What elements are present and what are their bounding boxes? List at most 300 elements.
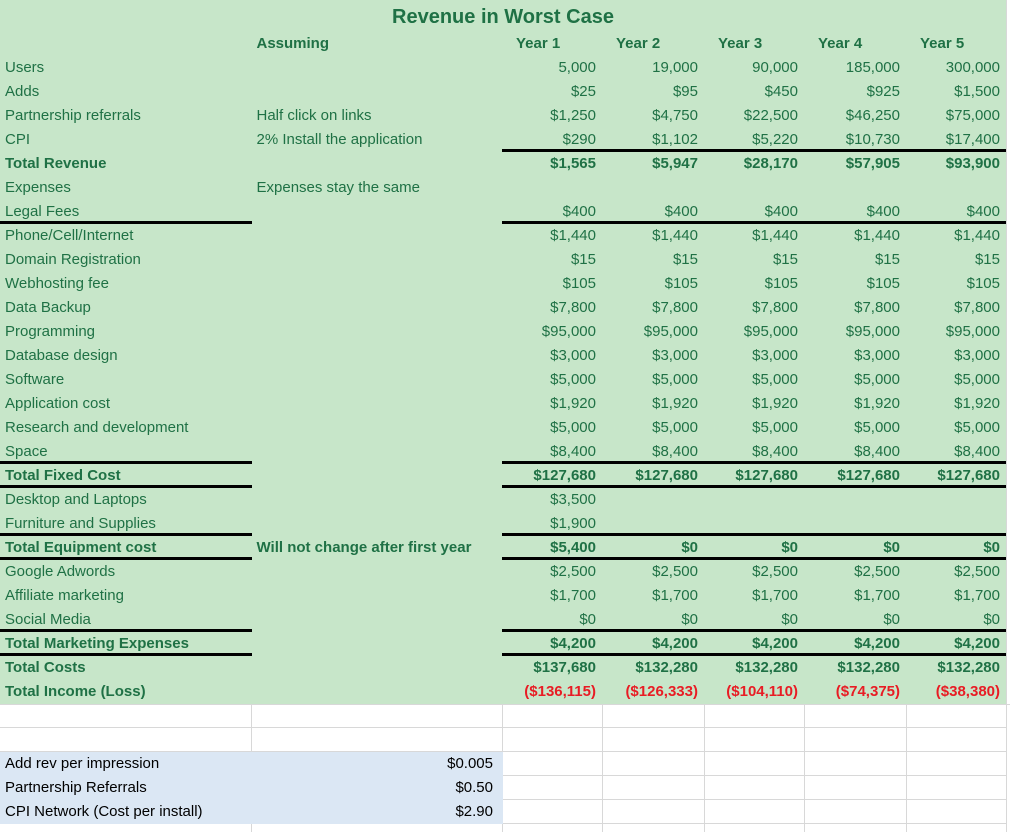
sheet-row xyxy=(0,632,1006,656)
value-cell[interactable]: $75,000 xyxy=(945,107,1000,124)
empty-cell[interactable] xyxy=(805,705,907,728)
value-cell[interactable]: $400 xyxy=(664,203,698,220)
empty-cell[interactable] xyxy=(603,705,705,728)
empty-cell[interactable] xyxy=(907,776,1007,800)
value-cell[interactable]: $4,200 xyxy=(854,635,900,652)
assuming-note-cell[interactable] xyxy=(252,608,503,632)
value-cell[interactable]: $7,800 xyxy=(752,299,798,316)
value-cell[interactable]: $925 xyxy=(866,83,900,100)
value-cell[interactable] xyxy=(906,176,1006,200)
assumption-constants xyxy=(0,752,1010,824)
empty-cell[interactable] xyxy=(252,728,503,752)
empty-cell[interactable] xyxy=(705,752,805,776)
value-cell[interactable]: $132,280 xyxy=(635,659,698,676)
value-cell[interactable]: $1,500 xyxy=(954,83,1000,100)
empty-cell[interactable] xyxy=(907,824,1007,832)
assuming-note-cell[interactable] xyxy=(252,248,503,272)
value-cell[interactable]: $15 xyxy=(772,251,798,268)
assuming-note-cell[interactable] xyxy=(252,296,503,320)
row-label-cell[interactable]: Total Revenue xyxy=(5,155,107,172)
assuming-note-cell[interactable] xyxy=(252,656,503,680)
empty-cell[interactable] xyxy=(907,752,1007,776)
assuming-note-cell[interactable] xyxy=(252,560,503,584)
assuming-note-cell[interactable] xyxy=(252,392,503,416)
assuming-note-cell[interactable] xyxy=(252,272,503,296)
value-cell[interactable]: $93,900 xyxy=(945,155,1000,172)
value-cell[interactable] xyxy=(602,512,704,536)
row-label-cell[interactable]: Phone/Cell/Internet xyxy=(5,227,134,244)
sheet-row xyxy=(0,224,1006,248)
empty-cell[interactable] xyxy=(603,752,705,776)
assuming-note-cell[interactable] xyxy=(252,320,503,344)
value-cell[interactable]: $1,700 xyxy=(752,587,798,604)
row-label-cell[interactable]: Domain Registration xyxy=(5,251,141,268)
assuming-note-cell[interactable]: 2% Install the application xyxy=(256,131,423,148)
row-values xyxy=(502,248,1006,272)
value-cell[interactable] xyxy=(906,488,1006,512)
empty-cell[interactable] xyxy=(252,705,503,728)
sheet-row xyxy=(0,152,1006,176)
year-headers xyxy=(502,32,1006,56)
sheet-row xyxy=(0,440,1006,464)
value-cell[interactable]: $95 xyxy=(672,83,698,100)
value-cell[interactable]: $5,000 xyxy=(954,371,1000,388)
value-cell[interactable] xyxy=(804,488,906,512)
value-cell[interactable]: $0 xyxy=(781,539,798,556)
assuming-note-cell[interactable] xyxy=(252,464,503,488)
value-cell[interactable]: $1,565 xyxy=(550,155,596,172)
col-header-assuming[interactable]: Assuming xyxy=(256,35,330,52)
value-cell[interactable]: $0 xyxy=(681,539,698,556)
value-cell[interactable]: $5,000 xyxy=(752,419,798,436)
row-values xyxy=(502,104,1006,128)
value-cell[interactable]: $0 xyxy=(883,539,900,556)
value-cell[interactable]: $290 xyxy=(562,131,596,148)
row-label-cell[interactable]: Users xyxy=(5,59,45,76)
value-cell[interactable]: $4,750 xyxy=(652,107,698,124)
empty-row xyxy=(0,704,1010,728)
value-cell[interactable] xyxy=(602,176,704,200)
value-cell[interactable]: $3,000 xyxy=(954,347,1000,364)
value-cell[interactable]: $7,800 xyxy=(854,299,900,316)
assumption-label-cell[interactable]: CPI Network (Cost per install) xyxy=(5,803,203,820)
value-cell[interactable]: $22,500 xyxy=(743,107,798,124)
row-values xyxy=(502,176,1006,200)
row-values xyxy=(502,680,1006,704)
value-cell[interactable]: $3,000 xyxy=(752,347,798,364)
row-label-cell[interactable]: Legal Fees xyxy=(0,200,252,224)
empty-cell[interactable] xyxy=(252,824,503,832)
value-cell[interactable]: $1,440 xyxy=(652,227,698,244)
value-cell[interactable]: $1,700 xyxy=(550,587,596,604)
value-cell[interactable] xyxy=(906,512,1006,536)
row-values xyxy=(502,608,1006,632)
empty-cell[interactable] xyxy=(705,705,805,728)
value-cell[interactable]: $2,500 xyxy=(550,563,596,580)
empty-cell[interactable] xyxy=(503,824,603,832)
value-cell[interactable]: $95,000 xyxy=(643,323,698,340)
value-cell[interactable]: $57,905 xyxy=(845,155,900,172)
value-cell[interactable]: $2,500 xyxy=(652,563,698,580)
header-empty-cell[interactable] xyxy=(0,32,252,56)
value-cell[interactable]: 19,000 xyxy=(652,59,698,76)
value-cell[interactable]: $0 xyxy=(983,539,1000,556)
empty-cell[interactable] xyxy=(805,776,907,800)
value-cell[interactable]: $1,700 xyxy=(652,587,698,604)
assuming-note-cell[interactable] xyxy=(252,224,503,248)
value-cell[interactable]: $2,500 xyxy=(752,563,798,580)
value-cell[interactable]: $1,102 xyxy=(652,131,698,148)
row-label-cell[interactable]: Data Backup xyxy=(5,299,91,316)
value-cell[interactable]: $5,000 xyxy=(752,371,798,388)
value-cell[interactable]: $95,000 xyxy=(945,323,1000,340)
value-cell[interactable]: $0 xyxy=(579,611,596,628)
empty-cell[interactable] xyxy=(503,705,603,728)
assuming-note-cell[interactable] xyxy=(252,368,503,392)
sheet-row xyxy=(0,320,1006,344)
empty-cell[interactable] xyxy=(907,800,1007,824)
value-cell[interactable]: $1,440 xyxy=(954,227,1000,244)
row-values xyxy=(502,368,1006,392)
value-cell[interactable]: $1,700 xyxy=(854,587,900,604)
value-cell[interactable]: $5,000 xyxy=(652,419,698,436)
value-cell[interactable]: $2,500 xyxy=(954,563,1000,580)
sheet-row xyxy=(0,176,1006,200)
value-cell[interactable] xyxy=(704,488,804,512)
empty-cell[interactable] xyxy=(705,728,805,752)
col-header-year-2[interactable]: Year 2 xyxy=(616,35,661,52)
value-cell[interactable]: $1,440 xyxy=(854,227,900,244)
row-values xyxy=(502,536,1006,560)
row-values xyxy=(502,200,1006,224)
empty-cell[interactable] xyxy=(0,728,252,752)
value-cell[interactable]: $8,400 xyxy=(652,443,698,460)
empty-cell[interactable] xyxy=(0,824,252,832)
value-cell[interactable]: 300,000 xyxy=(945,59,1000,76)
sheet-title: Revenue in Worst Case xyxy=(392,6,614,28)
value-cell[interactable]: $1,440 xyxy=(550,227,596,244)
empty-cell[interactable] xyxy=(603,800,705,824)
value-cell[interactable]: 185,000 xyxy=(845,59,900,76)
value-cell[interactable]: $28,170 xyxy=(743,155,798,172)
empty-cell[interactable] xyxy=(503,728,603,752)
value-cell[interactable] xyxy=(602,488,704,512)
value-cell[interactable]: $4,200 xyxy=(652,635,698,652)
value-cell[interactable]: $5,000 xyxy=(954,419,1000,436)
row-label-cell[interactable]: Webhosting fee xyxy=(5,275,109,292)
row-label-cell[interactable]: Database design xyxy=(5,347,118,364)
value-cell[interactable]: $400 xyxy=(966,203,1000,220)
sheet-row xyxy=(0,584,1006,608)
row-values xyxy=(502,440,1006,464)
value-cell[interactable]: $137,680 xyxy=(533,659,596,676)
empty-cell[interactable] xyxy=(603,776,705,800)
value-cell[interactable]: $105 xyxy=(562,275,596,292)
row-values xyxy=(502,488,1006,512)
assuming-note-cell[interactable] xyxy=(252,200,503,224)
value-cell[interactable]: $400 xyxy=(562,203,596,220)
assuming-note-cell[interactable] xyxy=(252,584,503,608)
value-cell[interactable]: $127,680 xyxy=(837,467,900,484)
empty-cell[interactable] xyxy=(907,728,1007,752)
value-cell[interactable]: $8,400 xyxy=(550,443,596,460)
value-cell[interactable]: $5,000 xyxy=(854,419,900,436)
row-values xyxy=(502,416,1006,440)
value-cell[interactable]: $15 xyxy=(672,251,698,268)
empty-cell[interactable] xyxy=(805,728,907,752)
empty-cell[interactable] xyxy=(705,800,805,824)
assumption-row xyxy=(0,752,1010,776)
row-values xyxy=(502,392,1006,416)
value-cell[interactable]: $2,500 xyxy=(854,563,900,580)
assuming-note-cell[interactable]: Will not change after first year xyxy=(256,539,472,556)
empty-cell[interactable] xyxy=(603,824,705,832)
row-values xyxy=(502,152,1006,176)
assuming-note-cell[interactable] xyxy=(252,632,503,656)
value-cell[interactable]: $3,000 xyxy=(652,347,698,364)
value-cell[interactable]: $5,000 xyxy=(854,371,900,388)
value-cell[interactable]: $105 xyxy=(966,275,1000,292)
sheet-row xyxy=(0,296,1006,320)
row-label-cell[interactable]: Total Equipment cost xyxy=(0,536,252,560)
value-cell[interactable]: $1,920 xyxy=(854,395,900,412)
empty-cell[interactable] xyxy=(503,776,603,800)
value-cell[interactable]: $105 xyxy=(866,275,900,292)
sheet-row xyxy=(0,104,1006,128)
assumption-value-cell[interactable]: $2.90 xyxy=(455,803,493,820)
value-cell[interactable]: $5,000 xyxy=(550,419,596,436)
value-cell[interactable]: $105 xyxy=(764,275,798,292)
value-cell[interactable] xyxy=(704,512,804,536)
value-cell[interactable]: $1,920 xyxy=(954,395,1000,412)
value-cell[interactable]: $7,800 xyxy=(550,299,596,316)
row-label-cell[interactable]: Software xyxy=(5,371,65,388)
empty-cell[interactable] xyxy=(805,752,907,776)
row-values xyxy=(502,512,1006,536)
value-cell[interactable]: 90,000 xyxy=(752,59,798,76)
assuming-note-cell[interactable]: Half click on links xyxy=(256,107,372,124)
value-cell[interactable]: ($38,380) xyxy=(935,683,1000,700)
row-label-cell[interactable]: Research and development xyxy=(5,419,189,436)
value-cell[interactable]: $0 xyxy=(983,611,1000,628)
col-header-year-3[interactable]: Year 3 xyxy=(718,35,763,52)
row-label-cell[interactable]: Total Costs xyxy=(5,659,86,676)
sheet-row xyxy=(0,656,1006,680)
row-label-cell[interactable]: Partnership referrals xyxy=(5,107,141,124)
assumption-label-cell[interactable]: Partnership Referrals xyxy=(5,779,147,796)
value-cell[interactable]: $5,947 xyxy=(652,155,698,172)
value-cell[interactable]: ($104,110) xyxy=(726,683,798,700)
empty-cell[interactable] xyxy=(503,800,603,824)
value-cell[interactable]: $5,000 xyxy=(652,371,698,388)
value-cell[interactable]: $1,440 xyxy=(752,227,798,244)
value-cell[interactable]: $132,280 xyxy=(735,659,798,676)
empty-row xyxy=(0,824,1010,832)
row-values xyxy=(502,224,1006,248)
empty-cell[interactable] xyxy=(805,800,907,824)
assuming-note-cell[interactable] xyxy=(252,56,503,80)
row-label-cell[interactable]: Space xyxy=(0,440,252,464)
assuming-note-cell[interactable]: Expenses stay the same xyxy=(256,179,420,196)
value-cell[interactable]: ($136,115) xyxy=(524,683,596,700)
value-cell[interactable]: $95,000 xyxy=(743,323,798,340)
value-cell[interactable]: ($74,375) xyxy=(835,683,900,700)
value-cell[interactable]: $7,800 xyxy=(954,299,1000,316)
value-cell[interactable]: $46,250 xyxy=(845,107,900,124)
assumption-value-cell[interactable]: $0.005 xyxy=(447,755,493,772)
row-values xyxy=(502,584,1006,608)
value-cell[interactable]: $4,200 xyxy=(550,635,596,652)
value-cell[interactable]: $95,000 xyxy=(541,323,596,340)
value-cell[interactable]: $132,280 xyxy=(837,659,900,676)
value-cell[interactable]: $450 xyxy=(764,83,798,100)
row-label-cell[interactable]: Affiliate marketing xyxy=(5,587,124,604)
value-cell[interactable]: $8,400 xyxy=(854,443,900,460)
assumption-value-cell[interactable]: $0.50 xyxy=(455,779,493,796)
value-cell[interactable]: $1,250 xyxy=(550,107,596,124)
row-label-cell[interactable]: Social Media xyxy=(0,608,252,632)
col-header-year-4[interactable]: Year 4 xyxy=(818,35,863,52)
row-label-cell[interactable]: Total Fixed Cost xyxy=(0,464,252,488)
value-cell[interactable]: $0 xyxy=(781,611,798,628)
value-cell[interactable]: $8,400 xyxy=(954,443,1000,460)
value-cell[interactable]: $400 xyxy=(866,203,900,220)
sheet-row xyxy=(0,128,1006,152)
sheet-row xyxy=(0,392,1006,416)
row-label-cell[interactable]: Total Income (Loss) xyxy=(5,683,146,700)
value-cell[interactable]: $0 xyxy=(681,611,698,628)
value-cell[interactable]: $0 xyxy=(883,611,900,628)
value-cell[interactable]: $1,900 xyxy=(550,515,596,532)
assumption-highlight xyxy=(0,752,503,776)
row-label-cell[interactable]: Programming xyxy=(5,323,96,340)
value-cell[interactable]: 5,000 xyxy=(558,59,596,76)
value-cell[interactable]: $15 xyxy=(874,251,900,268)
value-cell[interactable] xyxy=(804,176,906,200)
value-cell[interactable]: $127,680 xyxy=(635,467,698,484)
row-label-cell[interactable]: Total Marketing Expenses xyxy=(0,632,252,656)
sheet-row xyxy=(0,512,1006,536)
row-values xyxy=(502,464,1006,488)
value-cell[interactable]: $1,920 xyxy=(752,395,798,412)
row-label-cell[interactable]: Expenses xyxy=(5,179,71,196)
row-label-cell[interactable]: Adds xyxy=(5,83,40,100)
value-cell[interactable]: $400 xyxy=(764,203,798,220)
sheet-row xyxy=(0,680,1006,704)
value-cell[interactable]: $105 xyxy=(664,275,698,292)
row-values xyxy=(502,56,1006,80)
value-cell[interactable]: $17,400 xyxy=(945,131,1000,148)
row-label-cell[interactable]: Desktop and Laptops xyxy=(5,491,147,508)
row-values xyxy=(502,272,1006,296)
assuming-note-cell[interactable] xyxy=(252,680,503,704)
empty-row xyxy=(0,728,1010,752)
sheet-row xyxy=(0,272,1006,296)
title-row xyxy=(0,0,1006,32)
value-cell[interactable]: $3,000 xyxy=(550,347,596,364)
value-cell[interactable]: $4,200 xyxy=(752,635,798,652)
empty-cell[interactable] xyxy=(705,776,805,800)
assuming-note-cell[interactable] xyxy=(252,152,503,176)
value-cell[interactable]: $1,920 xyxy=(652,395,698,412)
row-values xyxy=(502,560,1006,584)
assuming-note-cell[interactable] xyxy=(252,344,503,368)
value-cell[interactable]: $95,000 xyxy=(845,323,900,340)
value-cell[interactable]: $127,680 xyxy=(735,467,798,484)
assuming-note-cell[interactable] xyxy=(252,512,503,536)
row-label-cell[interactable]: Application cost xyxy=(5,395,111,412)
value-cell[interactable]: $4,200 xyxy=(954,635,1000,652)
sheet-row xyxy=(0,200,1006,224)
assuming-note-cell[interactable] xyxy=(252,440,503,464)
row-values xyxy=(502,80,1006,104)
row-values xyxy=(502,656,1006,680)
sheet-row xyxy=(0,488,1006,512)
value-cell[interactable] xyxy=(804,512,906,536)
row-values xyxy=(502,320,1006,344)
empty-cell[interactable] xyxy=(503,752,603,776)
empty-cell[interactable] xyxy=(0,705,252,728)
assumption-label-cell[interactable]: Add rev per impression xyxy=(5,755,160,772)
assumption-row xyxy=(0,800,1010,824)
assuming-note-cell[interactable] xyxy=(252,416,503,440)
value-cell[interactable] xyxy=(704,176,804,200)
value-cell[interactable]: $127,680 xyxy=(937,467,1000,484)
sheet-row xyxy=(0,248,1006,272)
row-label-cell[interactable]: CPI xyxy=(5,131,31,148)
column-header-row xyxy=(0,32,1006,56)
value-cell[interactable]: $7,800 xyxy=(652,299,698,316)
row-label-cell[interactable]: Furniture and Supplies xyxy=(0,512,252,536)
value-cell[interactable]: $10,730 xyxy=(845,131,900,148)
sheet-row xyxy=(0,416,1006,440)
assumption-highlight xyxy=(0,776,503,800)
value-cell[interactable]: $3,500 xyxy=(550,491,596,508)
value-cell[interactable]: $15 xyxy=(974,251,1000,268)
value-cell[interactable]: $15 xyxy=(570,251,596,268)
empty-cell[interactable] xyxy=(603,728,705,752)
sheet-row xyxy=(0,608,1006,632)
assumption-highlight xyxy=(0,800,503,824)
col-header-year-5[interactable]: Year 5 xyxy=(920,35,965,52)
col-header-year-1[interactable]: Year 1 xyxy=(516,35,561,52)
row-label-cell[interactable]: Google Adwords xyxy=(5,563,116,580)
value-cell[interactable]: $1,920 xyxy=(550,395,596,412)
value-cell[interactable]: $5,400 xyxy=(550,539,596,556)
assuming-note-cell[interactable] xyxy=(252,80,503,104)
sheet-row xyxy=(0,560,1006,584)
row-values xyxy=(502,296,1006,320)
value-cell[interactable]: $25 xyxy=(570,83,596,100)
value-cell[interactable]: $8,400 xyxy=(752,443,798,460)
row-values xyxy=(502,344,1006,368)
sheet-row xyxy=(0,56,1006,80)
row-values xyxy=(502,128,1006,152)
value-cell[interactable]: $132,280 xyxy=(937,659,1000,676)
empty-cell[interactable] xyxy=(907,705,1007,728)
sheet-row xyxy=(0,536,1006,560)
value-cell[interactable]: $5,220 xyxy=(752,131,798,148)
value-cell[interactable]: $5,000 xyxy=(550,371,596,388)
empty-cell[interactable] xyxy=(805,824,907,832)
assuming-note-cell[interactable] xyxy=(252,488,503,512)
value-cell[interactable]: $127,680 xyxy=(533,467,596,484)
value-cell[interactable]: ($126,333) xyxy=(625,683,698,700)
value-cell[interactable] xyxy=(502,176,602,200)
value-cell[interactable]: $1,700 xyxy=(954,587,1000,604)
empty-cell[interactable] xyxy=(705,824,805,832)
value-cell[interactable]: $3,000 xyxy=(854,347,900,364)
